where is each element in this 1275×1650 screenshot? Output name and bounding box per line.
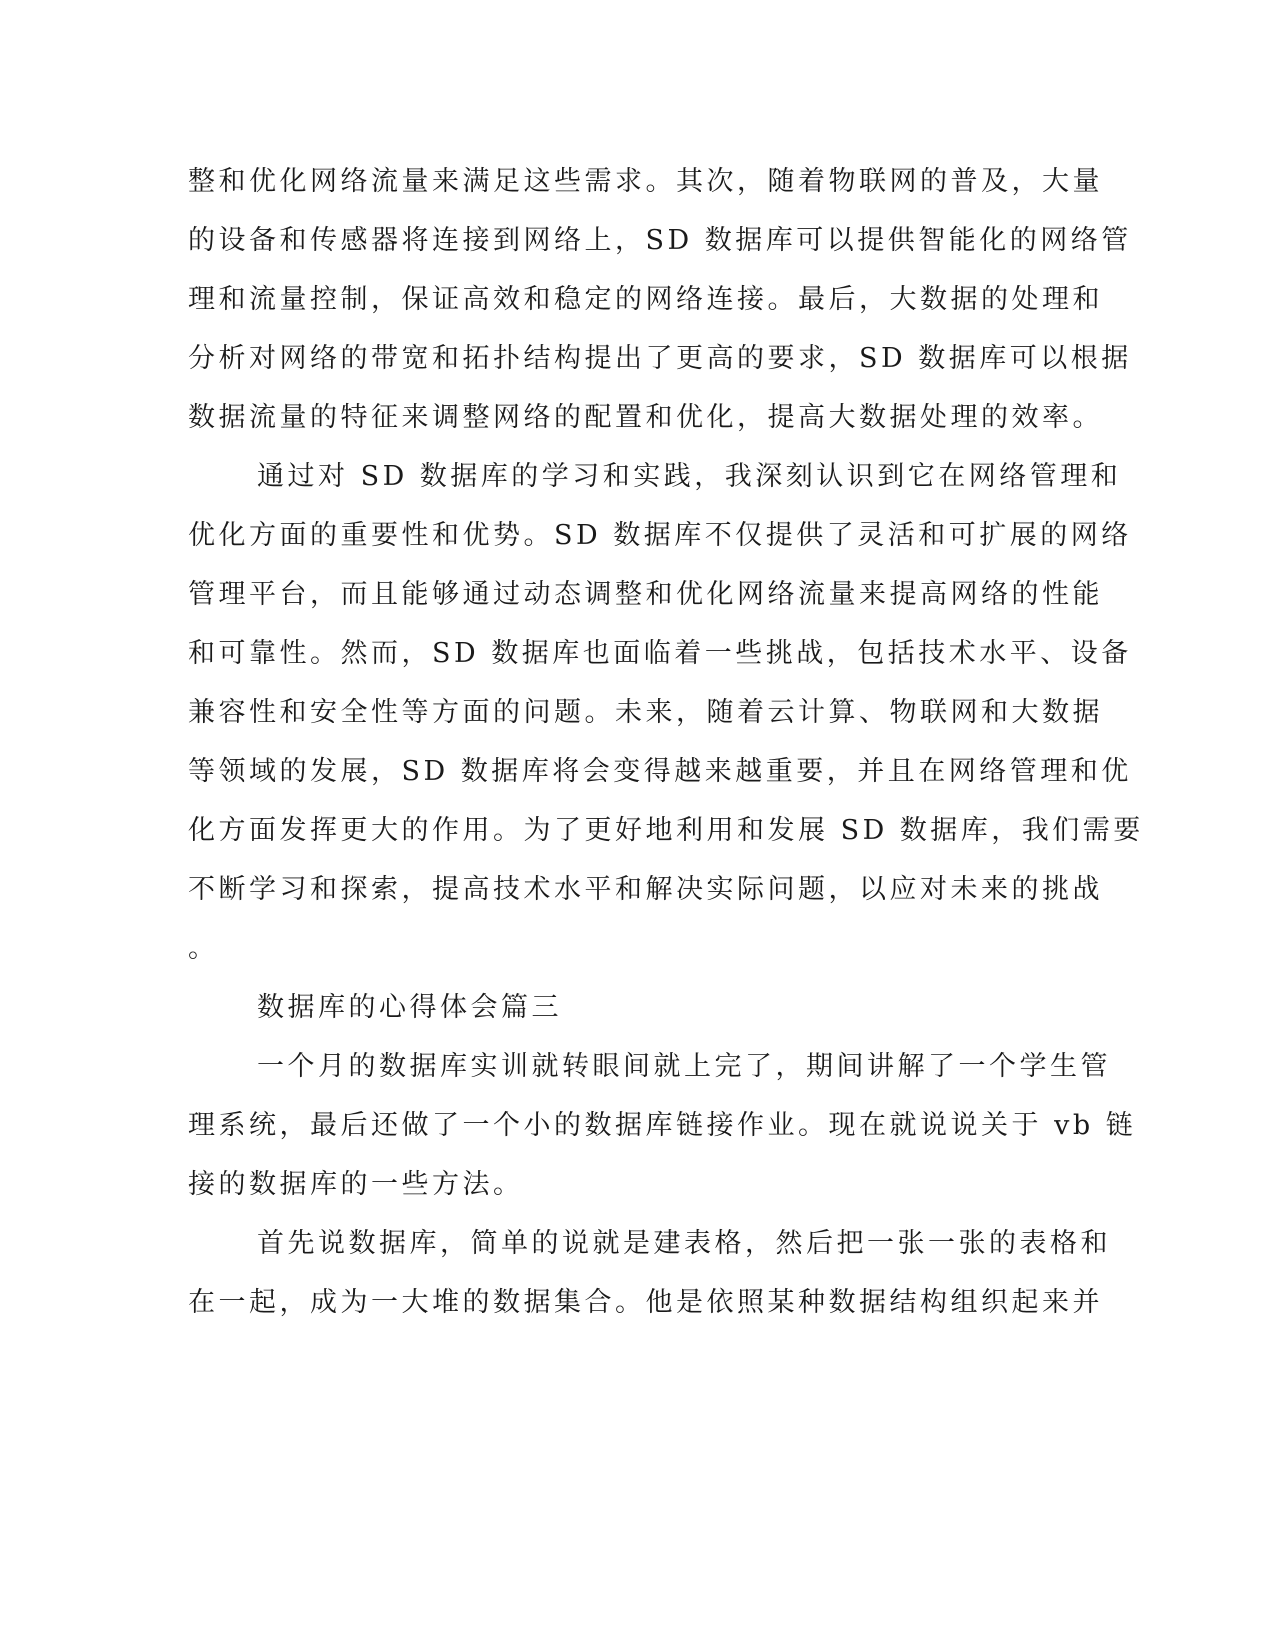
text-line: 理系统，最后还做了一个小的数据库链接作业。现在就说说关于 vb 链 — [188, 1110, 1137, 1141]
paragraph-start-line: 首先说数据库，简单的说就是建表格，然后把一张一张的表格和 — [257, 1228, 1111, 1259]
paragraph-start-line: 一个月的数据库实训就转眼间就上完了，期间讲解了一个学生管 — [257, 1051, 1111, 1082]
text-line: 和可靠性。然而，SD 数据库也面临着一些挑战，包括技术水平、设备 — [188, 638, 1132, 669]
text-line: 化方面发挥更大的作用。为了更好地利用和发展 SD 数据库，我们需要 — [188, 815, 1144, 846]
text-line: 。 — [188, 933, 219, 964]
text-line: 接的数据库的一些方法。 — [188, 1169, 524, 1200]
text-line: 数据流量的特征来调整网络的配置和优化，提高大数据处理的效率。 — [188, 402, 1103, 433]
text-line: 在一起，成为一大堆的数据集合。他是依照某种数据结构组织起来并 — [188, 1287, 1103, 1318]
text-line: 等领域的发展，SD 数据库将会变得越来越重要，并且在网络管理和优 — [188, 756, 1132, 787]
section-heading: 数据库的心得体会篇三 — [257, 992, 562, 1023]
text-line: 整和优化网络流量来满足这些需求。其次，随着物联网的普及，大量 — [188, 166, 1103, 197]
text-line: 管理平台，而且能够通过动态调整和优化网络流量来提高网络的性能 — [188, 579, 1103, 610]
text-line: 不断学习和探索，提高技术水平和解决实际问题，以应对未来的挑战 — [188, 874, 1103, 905]
text-line: 优化方面的重要性和优势。SD 数据库不仅提供了灵活和可扩展的网络 — [188, 520, 1132, 551]
text-line: 的设备和传感器将连接到网络上，SD 数据库可以提供智能化的网络管 — [188, 225, 1132, 256]
text-line: 理和流量控制，保证高效和稳定的网络连接。最后，大数据的处理和 — [188, 284, 1103, 315]
text-line: 兼容性和安全性等方面的问题。未来，随着云计算、物联网和大数据 — [188, 697, 1103, 728]
paragraph-start-line: 通过对 SD 数据库的学习和实践，我深刻认识到它在网络管理和 — [257, 461, 1122, 492]
text-line: 分析对网络的带宽和拓扑结构提出了更高的要求，SD 数据库可以根据 — [188, 343, 1132, 374]
